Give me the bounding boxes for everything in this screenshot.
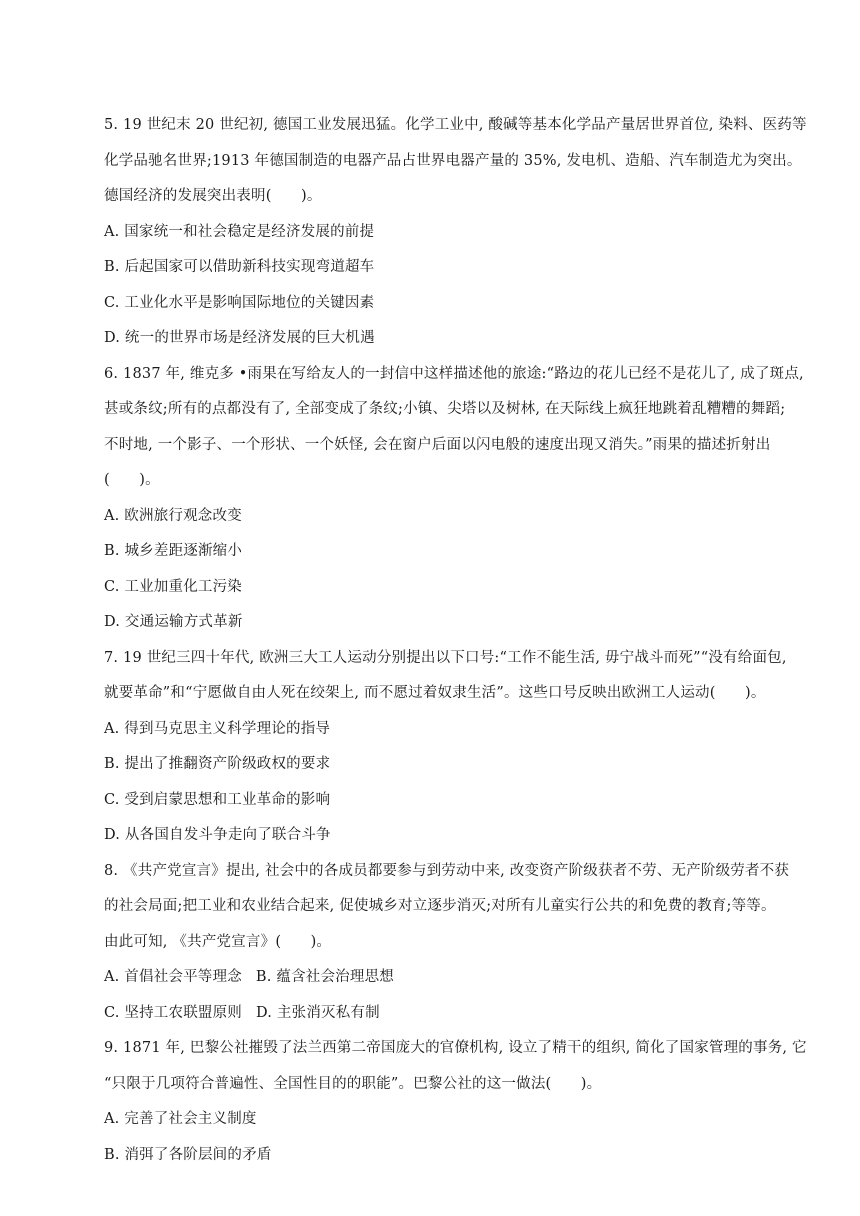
- option-a: A. 欧洲旅行观念改变: [104, 507, 242, 524]
- question-stem-line: 5. 19 世纪末 20 世纪初, 德国工业发展迅猛。化学工业中, 酸碱等基本化学品产量居世界首位, 染料、医药等: [104, 117, 807, 133]
- option-a: A. 完善了社会主义制度: [104, 1111, 257, 1127]
- option-d: D. 从各国自发斗争走向了联合斗争: [104, 827, 331, 843]
- question-6: [104, 357, 804, 641]
- question-stem-line: 化学品驰名世界;1913 年德国制造的电器产品占世界电器产量的 35%, 发电机、造船、汽车制造尤为突出。: [104, 152, 802, 169]
- option-c: C. 工业化水平是影响国际地位的关键因素: [104, 294, 375, 311]
- option-a: A. 国家统一和社会稳定是经济发展的前提: [104, 223, 375, 240]
- question-5: [104, 108, 807, 357]
- question-8: [104, 854, 790, 1032]
- option-row: [104, 960, 784, 996]
- exam-page: [104, 108, 807, 1173]
- option-d: D. 主张消灭私有制: [256, 1004, 380, 1021]
- question-stem-line: 6. 1837 年, 维克多 •雨果在写给友人的一封信中这样描述他的旅途:“路边的花儿已经不是花儿了, 成了斑点,: [104, 365, 804, 382]
- question-stem-line: 的社会局面;把工业和农业结合起来, 促使城乡对立逐步消灭;对所有儿童实行公共的和免费的教育;等等。: [104, 898, 776, 914]
- option-a: A. 首倡社会平等理念: [104, 969, 242, 985]
- option-row: [104, 996, 784, 1032]
- question-stem-line: 由此可知, 《共产党宣言》( )。: [104, 933, 332, 950]
- option-a: A. 得到马克思主义科学理论的指导: [104, 720, 331, 737]
- question-stem-line: ( )。: [104, 472, 160, 488]
- option-b: B. 城乡差距逐渐缩小: [104, 543, 243, 559]
- question-stem-line: 不时地, 一个影子、一个形状、一个妖怪, 会在窗户后面以闪电般的速度出现又消失。”雨果的描述折射出: [104, 436, 771, 453]
- question-stem-line: 甚或条纹;所有的点都没有了, 全部变成了条纹;小镇、尖塔以及树林, 在天际线上疯狂地跳着乱糟糟的舞蹈;: [104, 401, 786, 417]
- question-stem-line: 7. 19 世纪三四十年代, 欧洲三大工人运动分别提出以下口号:“工作不能生活, 毋宁战斗而死”“没有给面包,: [104, 649, 787, 666]
- option-c: C. 坚持工农联盟原则: [104, 1004, 242, 1021]
- option-b: B. 后起国家可以借助新科技实现弯道超车: [104, 259, 375, 275]
- option-c: C. 受到启蒙思想和工业革命的影响: [104, 791, 331, 808]
- option-b: B. 蕴含社会治理思想: [255, 969, 394, 985]
- question-stem-line: 就要革命”和“宁愿做自由人死在绞架上, 而不愿过着奴隶生活”。这些口号反映出欧洲工人运动( )。: [104, 685, 766, 701]
- question-stem-line: “只限于几项符合普遍性、全国性目的的职能”。巴黎公社的这一做法( )。: [104, 1075, 602, 1092]
- option-c: C. 工业加重化工污染: [104, 578, 242, 595]
- option-b: B. 消弭了各阶层间的矛盾: [104, 1146, 272, 1163]
- question-9: [104, 1031, 807, 1173]
- question-stem-line: 9. 1871 年, 巴黎公社摧毁了法兰西第二帝国庞大的官僚机构, 设立了精干的组织, 简化了国家管理的事务, 它: [104, 1040, 807, 1056]
- option-d: D. 交通运输方式革新: [104, 614, 243, 630]
- option-b: B. 提出了推翻资产阶级政权的要求: [104, 756, 331, 772]
- question-stem-line: 8. 《共产党宣言》提出, 社会中的各成员都要参与到劳动中来, 改变资产阶级获者不劳、无产阶级劳者不获: [104, 862, 790, 879]
- question-stem-line: 德国经济的发展突出表明( )。: [104, 188, 322, 204]
- question-7: [104, 641, 787, 854]
- option-d: D. 统一的世界市场是经济发展的巨大机遇: [104, 330, 375, 346]
